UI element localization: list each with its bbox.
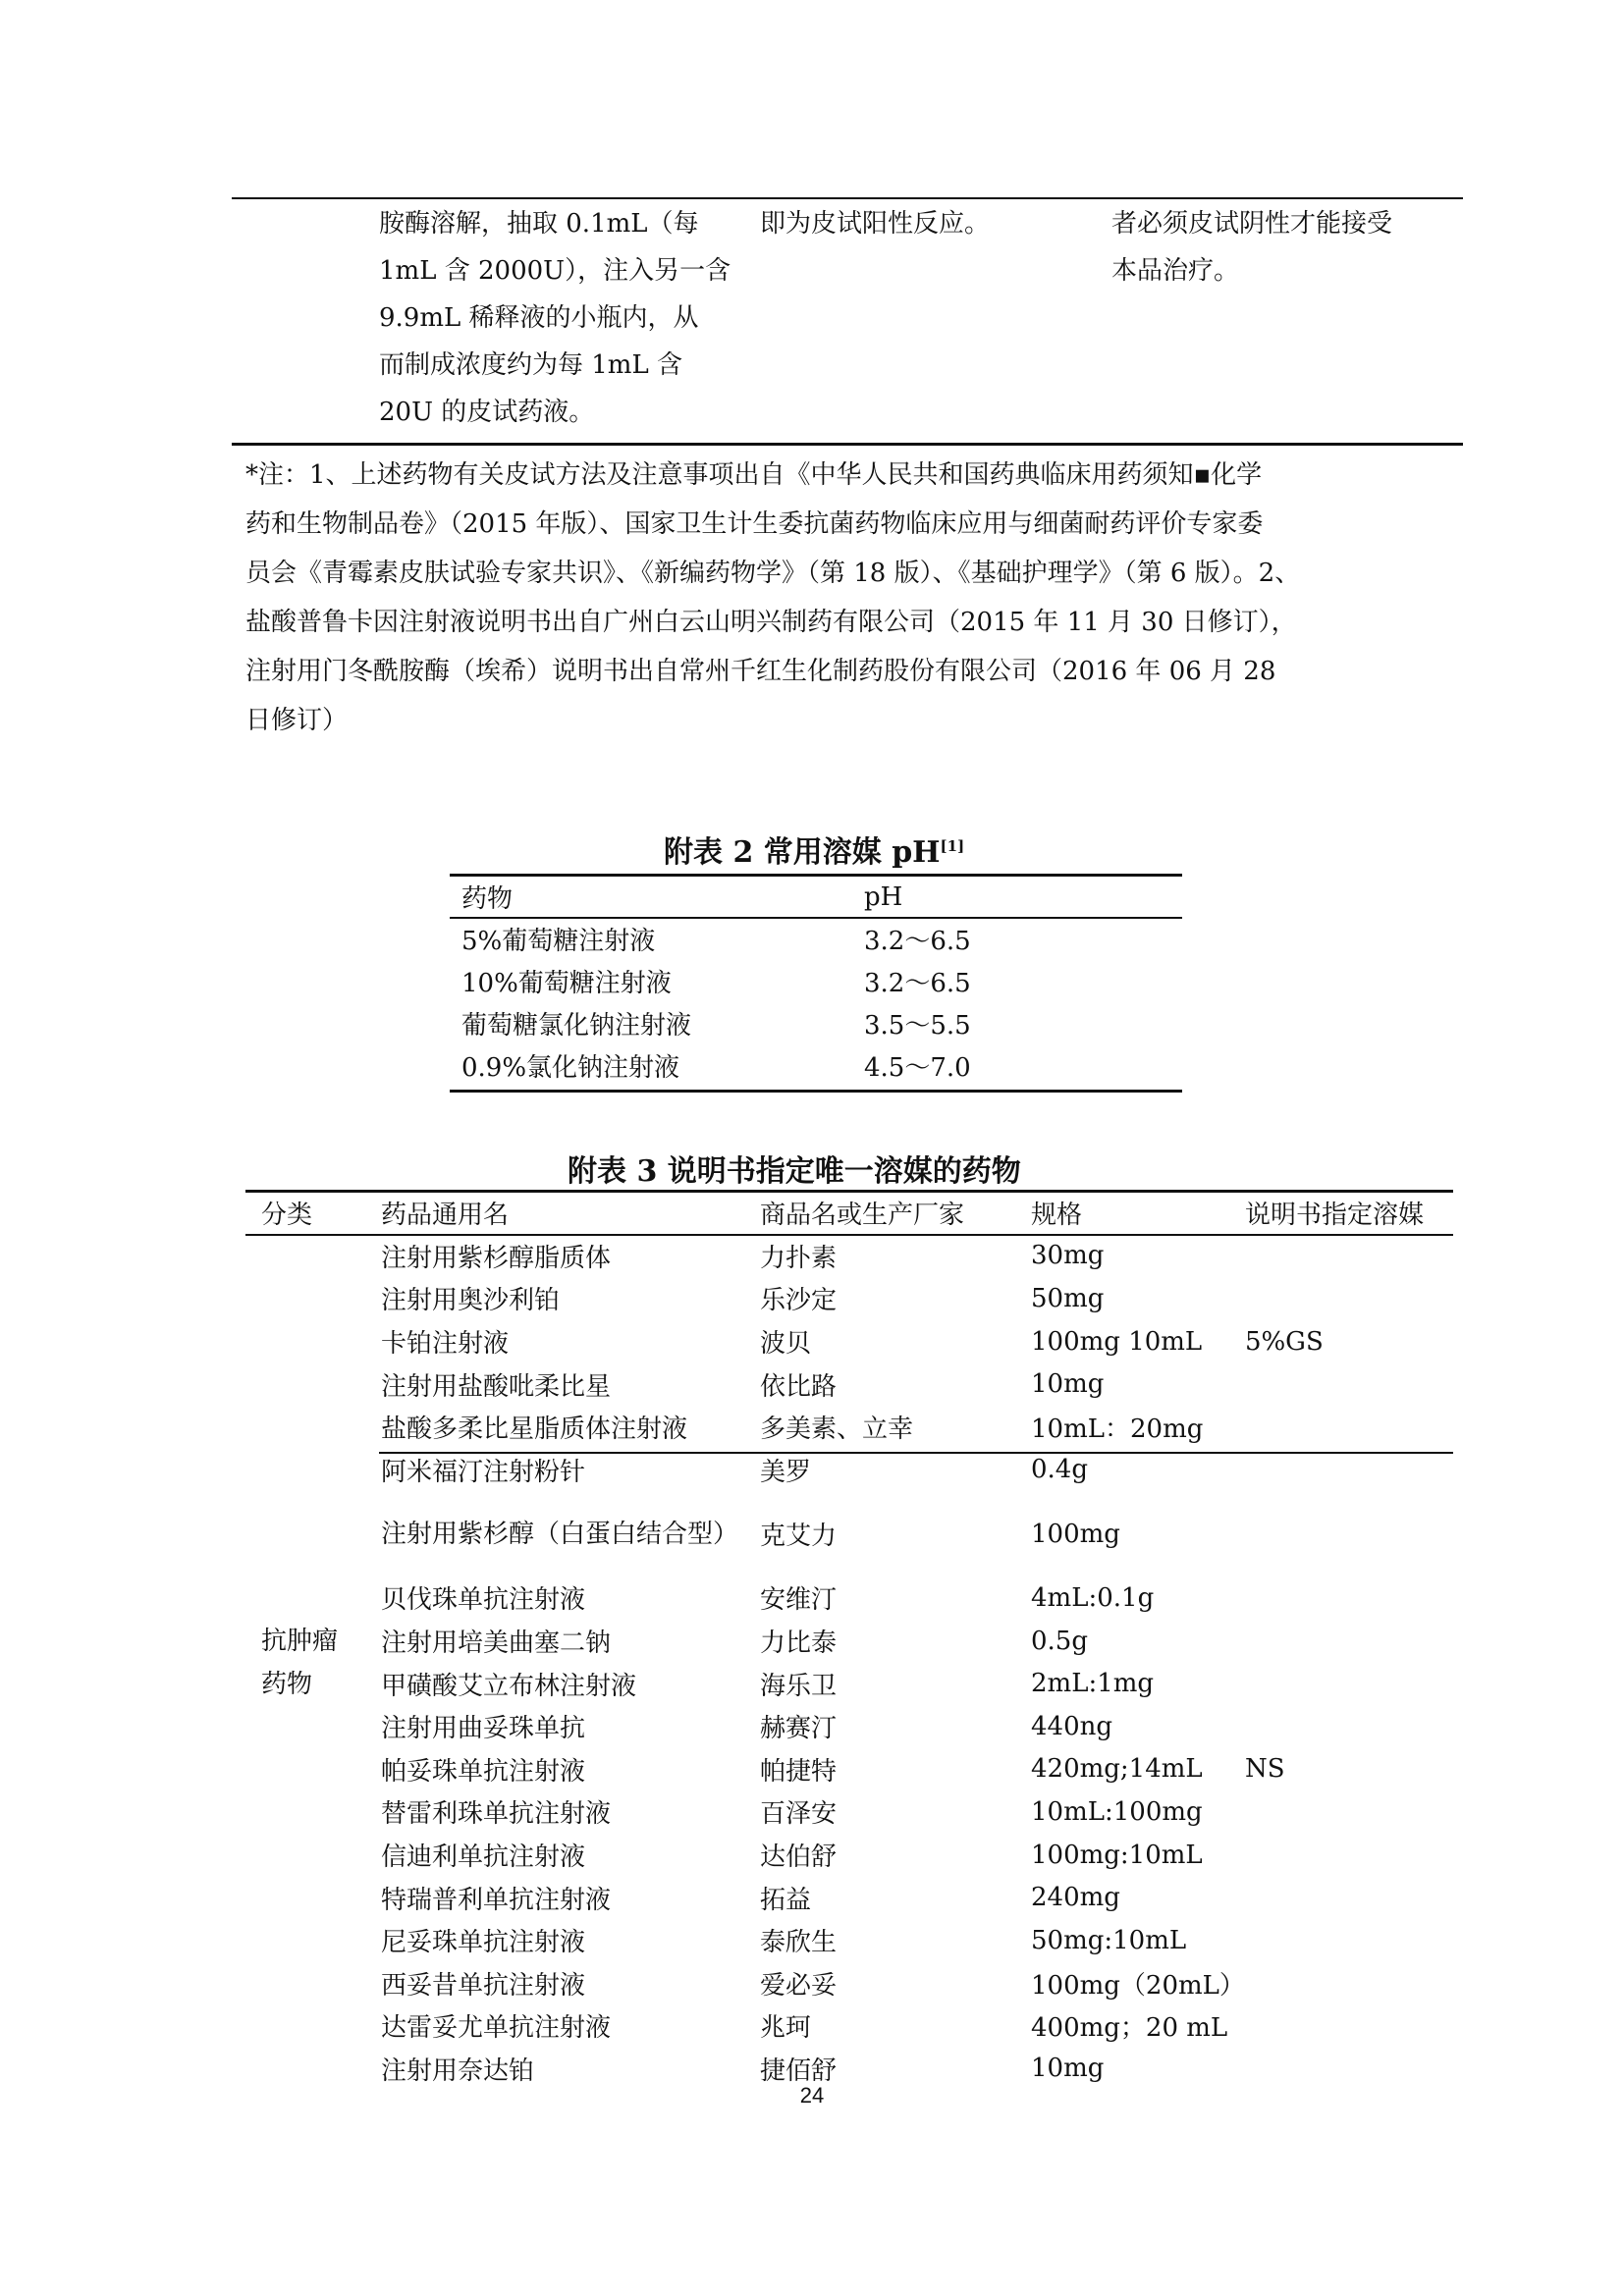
- table3: [261, 1192, 1449, 2090]
- table-row: [261, 1876, 1449, 1919]
- footnote-line: 盐酸普鲁卡因注射液说明书出自广州白云山明兴制药有限公司（2015 年 11 月 30 日修订），: [245, 608, 1297, 637]
- table2-caption-text: 附表 2 常用溶媒 pH: [664, 835, 941, 870]
- table3-drug: 贝伐珠单抗注射液: [381, 1585, 586, 1616]
- footnote: [245, 451, 1300, 745]
- footnote-line: *注：1、上述药物有关皮试方法及注意事项出自《中华人民共和国药典临床用药须知▪化学: [245, 460, 1263, 490]
- table3-header-brand: 商品名或生产厂家: [760, 1201, 965, 1231]
- footnote-line: 员会《青霉素皮肤试验专家共识》、《新编药物学》（第 18 版）、《基础护理学》（第 6 版）。2、: [245, 559, 1301, 588]
- table3-drug: 达雷妥尤单抗注射液: [381, 2013, 612, 2044]
- continued-text-line: 1mL 含 2000U），注入另一含: [379, 256, 731, 286]
- table3-drug: 替雷利珠单抗注射液: [381, 1799, 612, 1830]
- table3-spec: 440ng: [1031, 1711, 1113, 1741]
- table2: [461, 876, 1168, 1087]
- continued-text-line: 本品治疗。: [1111, 256, 1240, 286]
- table-row: [461, 1044, 1168, 1087]
- table3-spec: 100mg（20mL）: [1031, 1970, 1245, 2001]
- page-number: 24: [799, 2083, 825, 2108]
- table3-drug: 甲磺酸艾立布林注射液: [381, 1671, 637, 1701]
- table3-category-line: 抗肿瘤: [261, 1627, 339, 1656]
- table3-brand: 捷佰舒: [760, 2056, 838, 2086]
- table3-brand: 拓益: [760, 1885, 812, 1915]
- table2-header-drug: 药物: [461, 884, 514, 914]
- table-row: [261, 1406, 1449, 1449]
- table-row: [261, 1576, 1449, 1620]
- table-row: [261, 1748, 1449, 1791]
- table3-drug: 注射用盐酸吡柔比星: [381, 1371, 612, 1402]
- table-row: [261, 1491, 1449, 1576]
- table-row: [261, 1790, 1449, 1834]
- table3-drug: 注射用奈达铂: [381, 2056, 535, 2086]
- table3-spec: 4mL:0.1g: [1031, 1582, 1155, 1613]
- footnote-line: 药和生物制品卷》（2015 年版）、国家卫生计生委抗菌药物临床应用与细菌耐药评价专家委: [245, 509, 1264, 539]
- table3-brand: 安维汀: [760, 1585, 838, 1616]
- table2-caption: [664, 828, 964, 871]
- table2-ph: 3.5～5.5: [864, 1011, 971, 1041]
- table3-drug-wrapped: 注射用紫杉醇（白蛋白结合型）: [381, 1519, 739, 1549]
- table3-brand: 乐沙定: [760, 1286, 838, 1316]
- table2-ph: 3.2～6.5: [864, 927, 971, 956]
- table3-solvent-5gs: 5%GS: [1244, 1326, 1324, 1357]
- table3-spec: 420mg;14mL: [1031, 1754, 1203, 1785]
- table3-brand: 力比泰: [760, 1629, 838, 1659]
- table3-brand: 泰欣生: [760, 1928, 838, 1958]
- table-row: [261, 2004, 1449, 2048]
- table-row: [261, 1320, 1449, 1363]
- table2-header-row: [461, 876, 1168, 918]
- table3-drug: 卡铂注射液: [381, 1329, 510, 1360]
- table2-ph: 4.5～7.0: [864, 1053, 971, 1083]
- table3-spec: 10mL：20mg: [1031, 1415, 1204, 1445]
- continued-text-line: 而制成浓度约为每 1mL 含: [379, 350, 682, 380]
- table-row: [261, 1962, 1449, 2005]
- table3-brand: 波贝: [760, 1329, 812, 1360]
- continued-col2: [379, 200, 731, 436]
- continued-text-line: 者必须皮试阴性才能接受: [1111, 209, 1393, 239]
- table3-brand: 力扑素: [760, 1243, 838, 1273]
- table-row: [261, 1362, 1449, 1406]
- table2-ph: 3.2～6.5: [864, 969, 971, 998]
- table-row: [461, 918, 1168, 960]
- table3-spec: 50mg:10mL: [1031, 1925, 1187, 1955]
- table3-spec: 100mg: [1031, 1519, 1120, 1549]
- table-row: [461, 960, 1168, 1002]
- table2-header-ph: pH: [864, 881, 903, 912]
- table3-brand: 克艾力: [760, 1522, 838, 1552]
- continued-text-line: 胺酶溶解，抽取 0.1mL（每: [379, 209, 699, 239]
- footnote-line: 日修订）: [245, 706, 349, 735]
- table-row: [261, 1705, 1449, 1748]
- table-row: [261, 1919, 1449, 1962]
- continued-table-top-rule: [232, 197, 1463, 199]
- table-row: [261, 1662, 1449, 1705]
- table3-spec: 100mg:10mL: [1031, 1840, 1203, 1870]
- table3-drug: 注射用培美曲塞二钠: [381, 1629, 612, 1659]
- table-row: [261, 1235, 1449, 1278]
- table3-brand: 爱必妥: [760, 1970, 838, 2001]
- table2-caption-ref: [1]: [940, 837, 965, 855]
- table-row: [261, 1834, 1449, 1877]
- table3-drug: 注射用曲妥珠单抗: [381, 1714, 586, 1744]
- table3-brand: 依比路: [760, 1371, 838, 1402]
- table3-drug: 注射用紫杉醇脂质体: [381, 1243, 612, 1273]
- table-row: [461, 1002, 1168, 1044]
- table-row: [261, 1277, 1449, 1320]
- table3-drug: 注射用奥沙利铂: [381, 1286, 561, 1316]
- table3-caption: 附表 3 说明书指定唯一溶媒的药物: [568, 1154, 1021, 1189]
- table2-bottom-rule: [450, 1090, 1182, 1093]
- table3-drug: 尼妥珠单抗注射液: [381, 1928, 586, 1958]
- table3-spec: 10mL:100mg: [1031, 1796, 1203, 1827]
- table3-spec: 240mg: [1031, 1883, 1120, 1913]
- continued-text-line: 20U 的皮试药液。: [379, 398, 595, 427]
- table3-solvent-ns: NS: [1244, 1754, 1285, 1785]
- table3-spec: 50mg: [1031, 1283, 1105, 1313]
- table3-drug: [381, 1491, 760, 1576]
- table3-drug: 阿米福汀注射粉针: [381, 1457, 586, 1487]
- table3-brand: 海乐卫: [760, 1671, 838, 1701]
- continued-col4: [1111, 200, 1392, 294]
- continued-text-line: 即为皮试阳性反应。: [760, 209, 991, 239]
- table2-drug: 0.9%氯化钠注射液: [461, 1053, 680, 1083]
- table3-header-row: [261, 1192, 1449, 1235]
- table3-brand: 百泽安: [760, 1799, 838, 1830]
- continued-col3: [760, 200, 990, 247]
- table3-brand: 赫赛汀: [760, 1714, 838, 1744]
- table3-header-drug: 药品通用名: [381, 1201, 510, 1231]
- table3-spec: 0.4g: [1031, 1455, 1088, 1485]
- table3-brand: 帕捷特: [760, 1756, 838, 1787]
- table3-spec: 10mg: [1031, 2054, 1105, 2084]
- table2-drug: 5%葡萄糖注射液: [461, 927, 656, 956]
- table3-brand: 兆珂: [760, 2013, 812, 2044]
- table3-spec: 0.5g: [1031, 1626, 1088, 1656]
- table-row: [261, 1620, 1449, 1663]
- table3-brand: 多美素、立幸: [760, 1415, 914, 1445]
- footnote-line: 注射用门冬酰胺酶（埃希）说明书出自常州千红生化制药股份有限公司（2016 年 06 月 28: [245, 657, 1276, 686]
- table3-spec: 400mg；20 mL: [1031, 2013, 1228, 2044]
- table3-drug: 盐酸多柔比星脂质体注射液: [381, 1415, 688, 1445]
- table3-spec: 100mg 10mL: [1031, 1326, 1203, 1357]
- continued-text-line: 9.9mL 稀释液的小瓶内，从: [379, 303, 699, 333]
- table3-category-line: 药物: [261, 1670, 313, 1699]
- table3-header-spec: 规格: [1031, 1201, 1083, 1231]
- table3-spec: 10mg: [1031, 1369, 1105, 1400]
- table3-header-category: 分类: [261, 1201, 313, 1231]
- table3-brand: 达伯舒: [760, 1842, 838, 1873]
- table3-spec: 30mg: [1031, 1241, 1105, 1271]
- table2-drug: 葡萄糖氯化钠注射液: [461, 1011, 692, 1041]
- table2-drug: 10%葡萄糖注射液: [461, 969, 672, 998]
- table3-brand: 美罗: [760, 1457, 812, 1487]
- table3-header-solvent: 说明书指定溶媒: [1244, 1201, 1424, 1231]
- table3-drug: 信迪利单抗注射液: [381, 1842, 586, 1873]
- table3-spec: 2mL:1mg: [1031, 1669, 1155, 1699]
- table3-drug: 帕妥珠单抗注射液: [381, 1756, 586, 1787]
- table3-drug: 特瑞普利单抗注射液: [381, 1885, 612, 1915]
- table-row: [261, 1449, 1449, 1492]
- continued-table-bottom-rule: [232, 443, 1463, 446]
- table3-drug: 西妥昔单抗注射液: [381, 1970, 586, 2001]
